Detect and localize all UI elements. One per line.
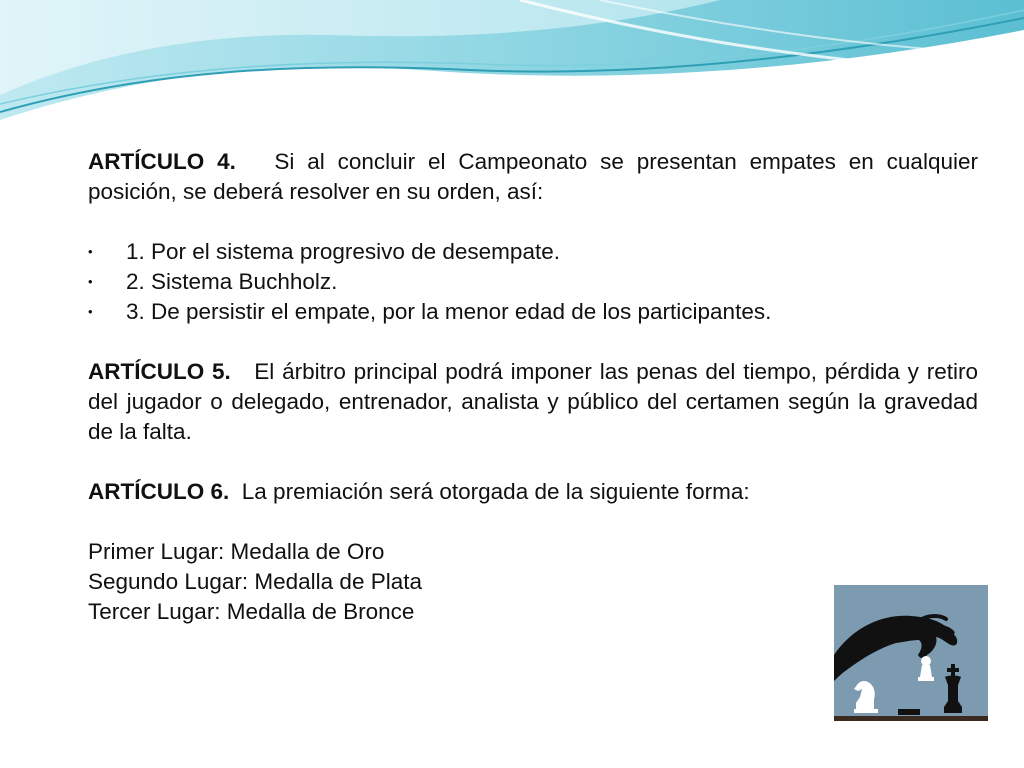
- slide-content: [88, 147, 978, 627]
- award-second: Segundo Lugar: Medalla de Plata: [88, 569, 422, 594]
- list-item-text: 2. Sistema Buchholz.: [126, 269, 338, 294]
- article-5-text: El árbitro principal podrá imponer las penas del tiempo, pérdida y retiro del jugador o delegado, entrenador, analista y público del certamen según la gravedad de la falta.: [88, 359, 978, 444]
- article-6: [88, 477, 978, 507]
- article-4-heading: ARTÍCULO 4.: [88, 149, 236, 174]
- tiebreak-list: [88, 237, 978, 327]
- bullet-icon: •: [88, 244, 93, 259]
- list-item: [88, 267, 978, 297]
- bullet-icon: •: [88, 274, 93, 289]
- bullet-icon: •: [88, 304, 93, 319]
- list-item: [88, 297, 978, 327]
- article-4-text: Si al concluir el Campeonato se presentan empates en cualquier posición, se deberá resolver en su orden, así:: [88, 149, 978, 204]
- award-third: Tercer Lugar: Medalla de Bronce: [88, 599, 415, 624]
- article-5-heading: ARTÍCULO 5.: [88, 359, 231, 384]
- list-item-text: 3. De persistir el empate, por la menor edad de los participantes.: [126, 299, 772, 324]
- chess-hand-icon: [834, 585, 988, 733]
- article-6-text: La premiación será otorgada de la siguiente forma:: [241, 479, 750, 504]
- header-wave-banner: [0, 0, 1024, 130]
- list-item: [88, 237, 978, 267]
- article-6-heading: ARTÍCULO 6.: [88, 479, 230, 504]
- article-4: [88, 147, 978, 207]
- award-first: Primer Lugar: Medalla de Oro: [88, 539, 385, 564]
- article-5: [88, 357, 978, 447]
- list-item-text: 1. Por el sistema progresivo de desempate.: [126, 239, 560, 264]
